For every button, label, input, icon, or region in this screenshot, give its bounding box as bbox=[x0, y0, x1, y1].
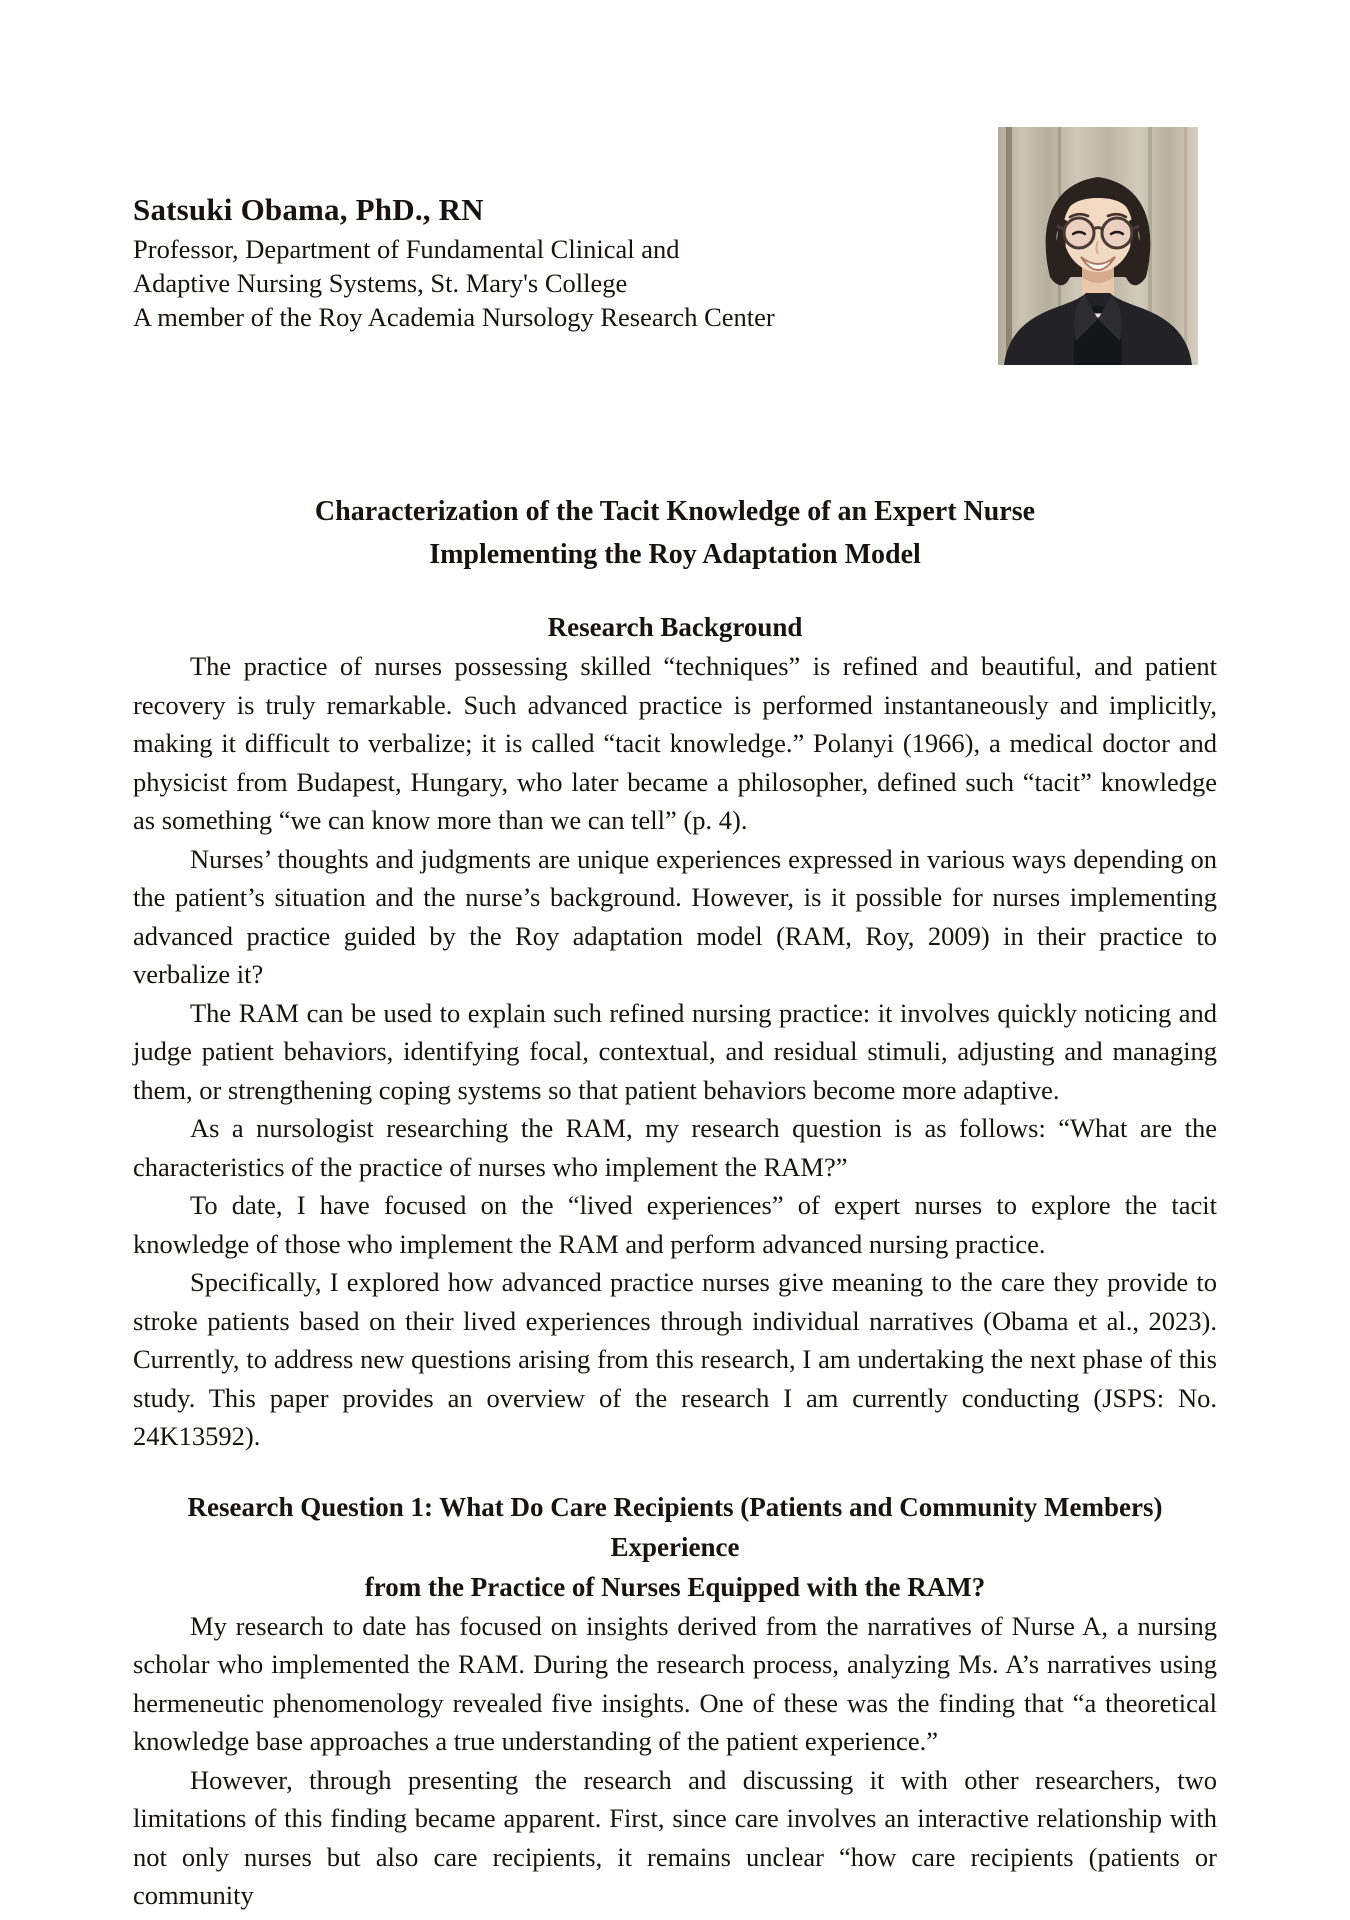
author-affiliation-line: A member of the Roy Academia Nursology Research Center bbox=[133, 302, 775, 332]
article-body bbox=[133, 490, 1217, 1915]
body-paragraph: To date, I have focused on the “lived experiences” of expert nurses to explore the tacit knowledge of those who implement the RAM and perform advanced nursing practice. bbox=[133, 1190, 1217, 1259]
section-heading-line: Research Background bbox=[547, 612, 803, 642]
author-affiliation-line: Professor, Department of Fundamental Clinical and bbox=[133, 234, 680, 264]
section-heading bbox=[133, 1487, 1217, 1607]
document-title-line: Implementing the Roy Adaptation Model bbox=[429, 539, 921, 570]
body-paragraph: The practice of nurses possessing skilled “techniques” is refined and beautiful, and patient recovery is truly remarkable. Such advanced practice is performed instantaneously and implicitly, making it difficult to verbalize; it is called “tacit knowledge.” Polanyi (1966), a medical doctor and physicist from Budapest, Hungary, who later became a philosopher, defined such “tacit” knowledge as something “we can know more than we can tell” (p. 4). bbox=[133, 651, 1217, 835]
section-heading-line: from the Practice of Nurses Equipped with the RAM? bbox=[364, 1571, 986, 1602]
author-photo bbox=[998, 127, 1198, 365]
sections bbox=[133, 607, 1217, 1915]
author-name: Satsuki Obama, PhD., RN bbox=[133, 192, 484, 227]
body-paragraph: As a nursologist researching the RAM, my research question is as follows: “What are the characteristics of the practice of nurses who implement the RAM?” bbox=[133, 1113, 1217, 1182]
body-paragraph: My research to date has focused on insights derived from the narratives of Nurse A, a nursing scholar who implemented the RAM. During the research process, analyzing Ms. A’s narratives using hermeneutic phenomenology revealed five insights. One of these was the finding that “a theoretical knowledge base approaches a true understanding of the patient experience.” bbox=[133, 1610, 1217, 1756]
body-paragraph: However, through presenting the research and discussing it with other researchers, two limitations of this finding became apparent. First, since care involves an interactive relationship with not only nurses but also care recipients, it remains unclear “how care recipients (patients or community bbox=[133, 1764, 1217, 1910]
body-paragraph: Nurses’ thoughts and judgments are unique experiences expressed in various ways depending on the patient’s situation and the nurse’s background. However, is it possible for nurses implementing advanced practice guided by the Roy adaptation model (RAM, Roy, 2009) in their practice to verbalize it? bbox=[133, 843, 1217, 989]
portrait-illustration bbox=[998, 127, 1198, 365]
document-title bbox=[133, 490, 1217, 576]
section-heading bbox=[133, 607, 1217, 647]
author-affiliation-line: Adaptive Nursing Systems, St. Mary's College bbox=[133, 268, 628, 298]
body-paragraph: Specifically, I explored how advanced practice nurses give meaning to the care they provide to stroke patients based on their lived experiences through individual narratives (Obama et al., 2023). Currently, to address new questions arising from this research, I am undertaking the next phase of this study. This paper provides an overview of the research I am currently conducting (JSPS: No. 24K13592). bbox=[133, 1267, 1217, 1451]
body-paragraph: The RAM can be used to explain such refined nursing practice: it involves quickly noticing and judge patient behaviors, identifying focal, contextual, and residual stimuli, adjusting and managing them, or strengthening coping systems so that patient behaviors become more adaptive. bbox=[133, 997, 1217, 1105]
document-title-line: Characterization of the Tacit Knowledge of an Expert Nurse bbox=[314, 496, 1036, 527]
section-heading-line: Research Question 1: What Do Care Recipients (Patients and Community Members) Experience bbox=[187, 1491, 1163, 1562]
author-block bbox=[133, 188, 893, 334]
